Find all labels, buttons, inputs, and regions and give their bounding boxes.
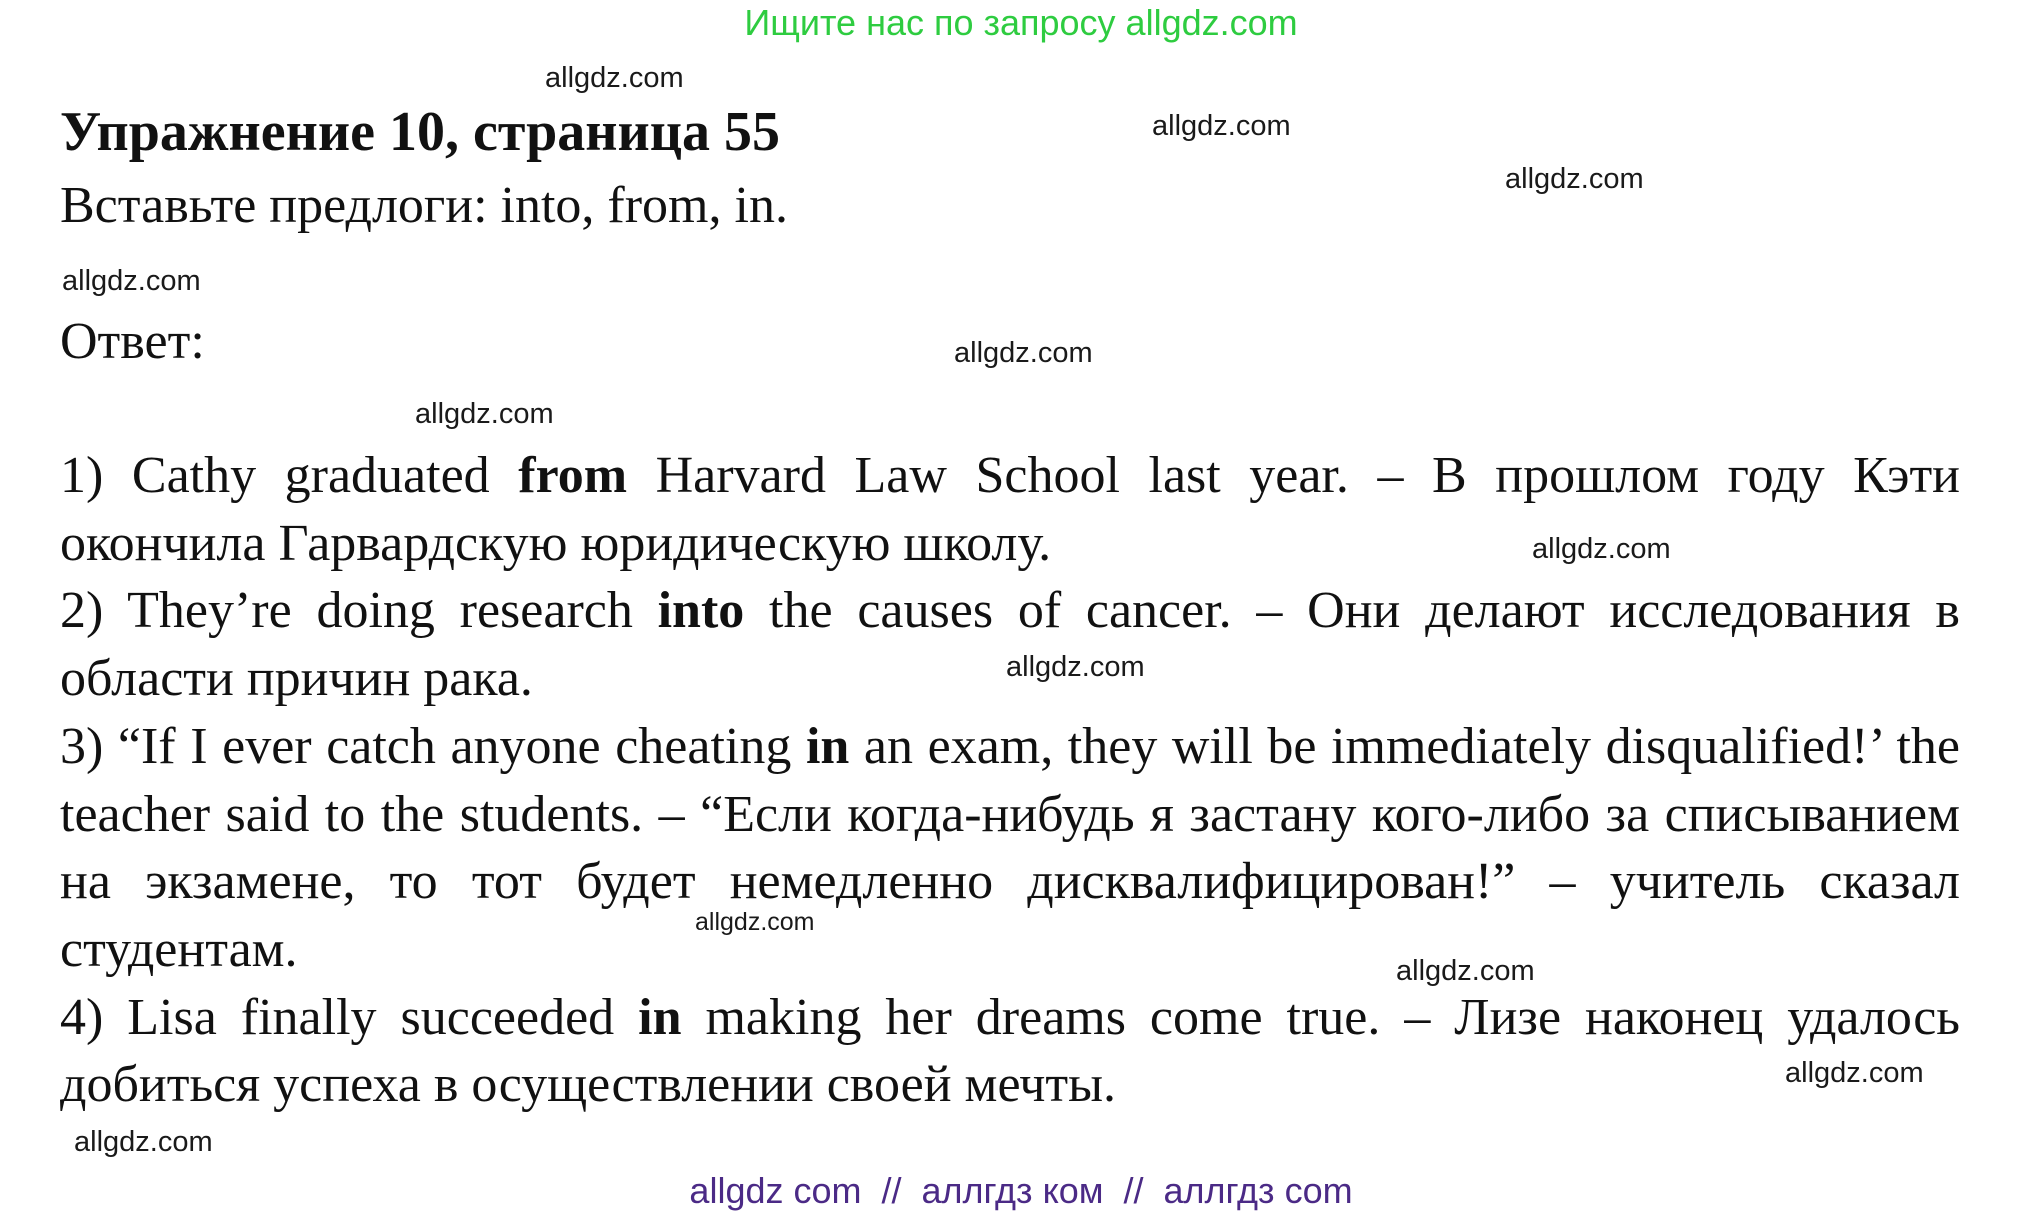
watermark: allgdz.com (74, 1126, 213, 1158)
answer-preposition: from (518, 447, 628, 504)
watermark: allgdz.com (1505, 163, 1644, 195)
watermark: allgdz.com (62, 265, 201, 297)
answer-text: 1) Cathy graduated (60, 447, 519, 504)
watermark: allgdz.com (954, 337, 1093, 369)
exercise-instruction: Вставьте предлоги: into, from, in. (60, 177, 788, 234)
answer-text: making her dreams come true. – Лизе наконец удалось добиться успеха в осуществлении своей мечты. (60, 988, 1960, 1114)
exercise-title: Упражнение 10, страница 55 (60, 101, 781, 163)
answer-item-1 (60, 442, 1960, 577)
answer-text: 3) “If I ever catch anyone cheating (60, 717, 806, 775)
answer-item-2 (60, 577, 1960, 712)
answer-preposition: in (805, 717, 850, 775)
watermark: allgdz.com (1152, 110, 1291, 142)
answer-text: the causes of cancer. – Они делают исследования в области причин рака. (60, 582, 1960, 708)
watermark: allgdz.com (1006, 651, 1145, 683)
watermark: allgdz.com (1532, 533, 1671, 565)
watermark: allgdz.com (545, 62, 684, 94)
answer-text: an exam, they will be immediately disqualified!’ the teacher said to the students. – “Если когда-нибудь я застану кого-либо за списыванием на экзамене, то тот будет немедленно дисквалифицирован!” – учитель сказал студентам. (60, 717, 1961, 978)
watermark: allgdz.com (1785, 1057, 1924, 1089)
search-banner: Ищите нас по запросу allgdz.com (744, 2, 1298, 43)
answer-text: 2) They’re doing research (60, 582, 658, 640)
watermark: allgdz.com (415, 398, 554, 430)
answer-list (60, 442, 1960, 1119)
watermark: allgdz.com (1396, 955, 1535, 987)
answer-text: 4) Lisa finally succeeded (60, 988, 639, 1046)
answer-label: Ответ: (60, 313, 205, 370)
watermark: allgdz.com (695, 908, 815, 936)
footer-watermark: allgdz com // аллгдз ком // аллгдз com (689, 1170, 1353, 1211)
answer-item-4 (60, 984, 1960, 1119)
answer-text: Harvard Law School last year. – В прошлом году Кэти окончила Гарвардскую юридическую школу. (60, 447, 1961, 572)
answer-preposition: in (638, 988, 682, 1046)
answer-preposition: into (657, 582, 745, 640)
answer-item-3 (60, 713, 1960, 984)
